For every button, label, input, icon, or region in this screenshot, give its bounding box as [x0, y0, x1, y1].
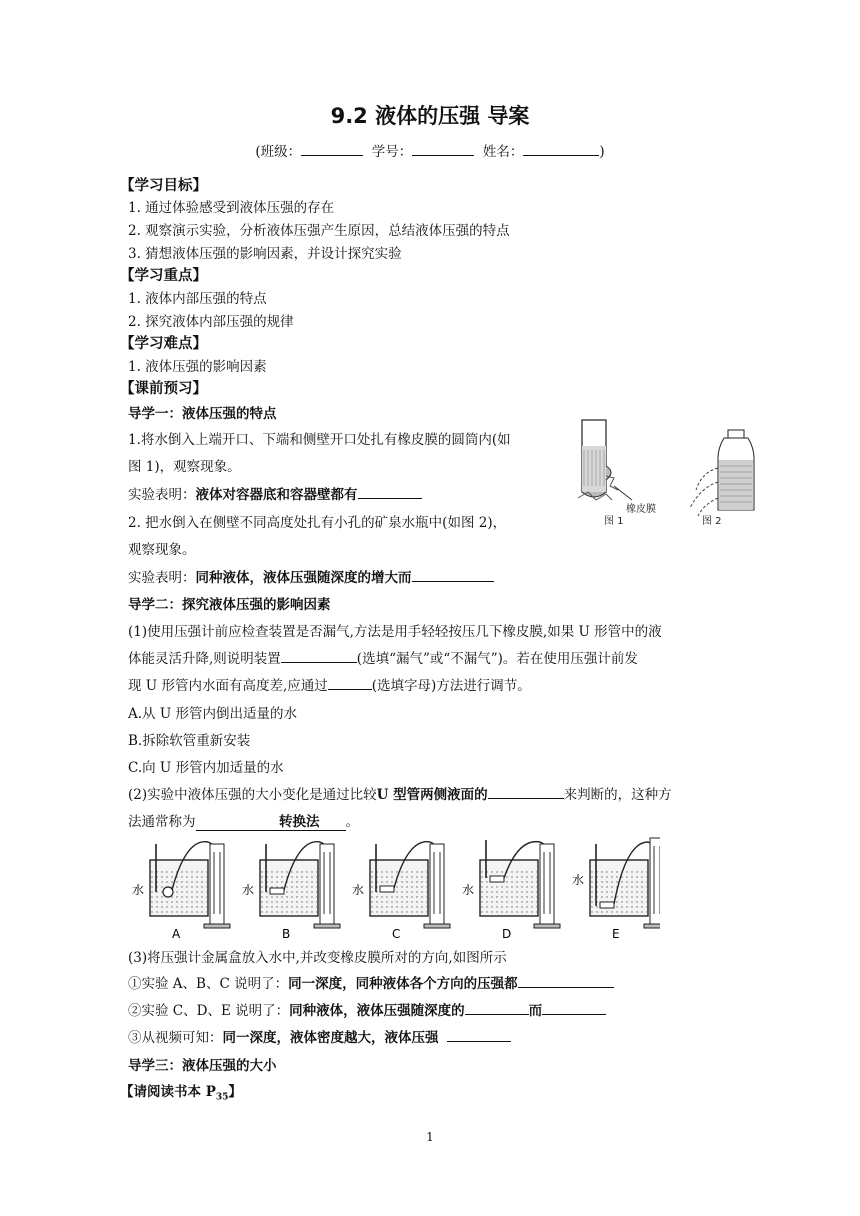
answer-blank[interactable]	[518, 973, 614, 988]
difficulty-item: 1. 液体压强的影响因素	[128, 359, 267, 375]
figure-2-bottle	[690, 430, 754, 527]
experiment-label: B	[282, 927, 291, 941]
conclusion-1	[128, 972, 614, 992]
answer-blank[interactable]	[281, 648, 357, 663]
class-label: (班级：	[255, 144, 302, 160]
section1-heading: 导学一：液体压强的特点	[128, 406, 277, 422]
conclusion-3	[128, 1026, 511, 1046]
experiment-label: D	[502, 927, 512, 941]
name-blank[interactable]	[523, 141, 599, 156]
answer-blank-filled[interactable]	[196, 810, 346, 831]
conclusion-prefix: ③从视频可知：	[128, 1030, 223, 1046]
section3-heading: 导学三：液体压强的大小	[128, 1058, 277, 1074]
class-blank[interactable]	[301, 141, 363, 156]
goals-heading: 【学习目标】	[120, 177, 207, 194]
s1-result2	[128, 566, 494, 586]
reading-text: 【请阅读书本 P	[120, 1084, 216, 1100]
s1-result1	[128, 483, 422, 503]
answer-blank[interactable]	[328, 675, 372, 690]
answer-blank[interactable]	[465, 1000, 529, 1015]
figure-1-label: 图 1	[604, 516, 624, 527]
s1-paragraph1-line1: 1.将水倒入上端开口、下端和侧壁开口处扎有橡皮膜的圆筒内(如	[128, 432, 511, 448]
info-close: )	[599, 144, 605, 160]
result-prefix: 实验表明：	[128, 487, 196, 503]
q2-line1	[128, 783, 672, 803]
manometer-experiment-a	[132, 842, 230, 941]
name-label: 姓名：	[482, 144, 524, 160]
water-label: 水	[352, 883, 365, 897]
water-label: 水	[462, 883, 475, 897]
result-prefix: 实验表明：	[128, 570, 196, 586]
s1-paragraph2-line2: 观察现象。	[128, 542, 196, 558]
q2-text: (2)实验中液体压强的大小变化是通过比较	[128, 787, 377, 803]
manometer-experiment-c	[352, 842, 450, 941]
page-number: 1	[426, 1130, 434, 1144]
number-label: 学号：	[371, 144, 413, 160]
conclusion-2	[128, 999, 606, 1019]
keys-heading: 【学习重点】	[120, 267, 207, 284]
answer-blank[interactable]	[412, 567, 494, 582]
answer-blank[interactable]	[488, 784, 564, 799]
answer-blank[interactable]	[358, 484, 422, 499]
manometer-experiment-e	[572, 838, 660, 941]
conclusion-statement: 而	[528, 1003, 543, 1019]
conclusion-statement: 同一深度，液体密度越大，液体压强	[222, 1030, 439, 1046]
figure-2-label: 图 2	[702, 516, 722, 527]
manometer-experiment-d	[462, 840, 560, 941]
water-label: 水	[572, 873, 585, 887]
result-statement: 同种液体，液体压强随深度的增大而	[195, 570, 412, 586]
reading-instruction	[120, 1080, 242, 1103]
answer-blank[interactable]	[542, 1000, 606, 1015]
q1-line3	[128, 674, 531, 694]
rubber-membrane-label: 橡皮膜	[626, 504, 656, 515]
q2-text: 法通常称为	[128, 814, 196, 830]
option-c: C.向 U 形管内加适量的水	[128, 760, 284, 776]
s1-paragraph1-line2: 图 1)，观察现象。	[128, 459, 241, 475]
experiment-label: A	[172, 927, 181, 941]
q3-line: (3)将压强计金属盒放入水中,并改变橡皮膜所对的方向,如图所示	[128, 950, 507, 966]
q1-line2	[128, 647, 638, 667]
result-statement: 液体对容器底和容器壁都有	[195, 487, 358, 503]
key-item: 1. 液体内部压强的特点	[128, 291, 267, 307]
option-b: B.拆除软管重新安装	[128, 733, 251, 749]
q2-answer: 转换法	[279, 814, 320, 830]
section2-heading: 导学二：探究液体压强的影响因素	[128, 597, 331, 613]
q2-line2	[128, 810, 359, 831]
conclusion-statement: 同种液体，液体压强随深度的	[289, 1003, 465, 1019]
conclusion-prefix: ①实验 A、B、C 说明了：	[128, 976, 289, 992]
goal-item: 1. 通过体验感受到液体压强的存在	[128, 200, 335, 216]
manometer-experiments-figure	[120, 830, 660, 942]
option-a: A.从 U 形管内倒出适量的水	[128, 706, 298, 722]
conclusion-prefix: ②实验 C、D、E 说明了：	[128, 1003, 290, 1019]
water-label: 水	[132, 883, 145, 897]
answer-blank[interactable]	[447, 1027, 511, 1042]
page-title: 9.2 液体的压强 导案	[330, 104, 530, 128]
difficulty-heading: 【学习难点】	[120, 335, 207, 352]
figure-1-cylinder	[578, 420, 656, 527]
experiment-label: C	[392, 927, 401, 941]
q1-text: (选填字母)方法进行调节。	[371, 678, 531, 694]
goal-item: 3. 猜想液体压强的影响因素，并设计探究实验	[128, 246, 402, 262]
preview-heading: 【课前预习】	[120, 380, 207, 397]
q1-text: 体能灵活升降,则说明装置	[128, 651, 281, 667]
water-label: 水	[242, 883, 255, 897]
q2-text: 。	[345, 814, 359, 830]
student-info-line	[0, 140, 860, 160]
q1-line1: (1)使用压强计前应检查装置是否漏气,方法是用手轻轻按压几下橡皮膜,如果 U 形管中的液	[128, 624, 662, 640]
q1-text: 现 U 形管内水面有高度差,应通过	[128, 678, 328, 694]
q1-text: (选填“漏气”或“不漏气”)。若在使用压强计前发	[356, 651, 638, 667]
figure-1-2-illustration	[570, 416, 770, 528]
number-blank[interactable]	[412, 141, 474, 156]
manometer-experiment-b	[242, 842, 340, 941]
q2-text: 来判断的，这种方	[563, 787, 672, 803]
s1-paragraph2-line1: 2. 把水倒入在侧壁不同高度处扎有小孔的矿泉水瓶中(如图 2)，	[128, 515, 507, 531]
page-reference: 35	[215, 1092, 229, 1103]
experiment-label: E	[612, 927, 620, 941]
key-item: 2. 探究液体内部压强的规律	[128, 314, 294, 330]
q2-bold-text: U 型管两侧液面的	[376, 787, 488, 803]
reading-text: 】	[228, 1084, 242, 1100]
conclusion-statement: 同一深度，同种液体各个方向的压强都	[288, 976, 518, 992]
goal-item: 2. 观察演示实验，分析液体压强产生原因，总结液体压强的特点	[128, 223, 510, 239]
